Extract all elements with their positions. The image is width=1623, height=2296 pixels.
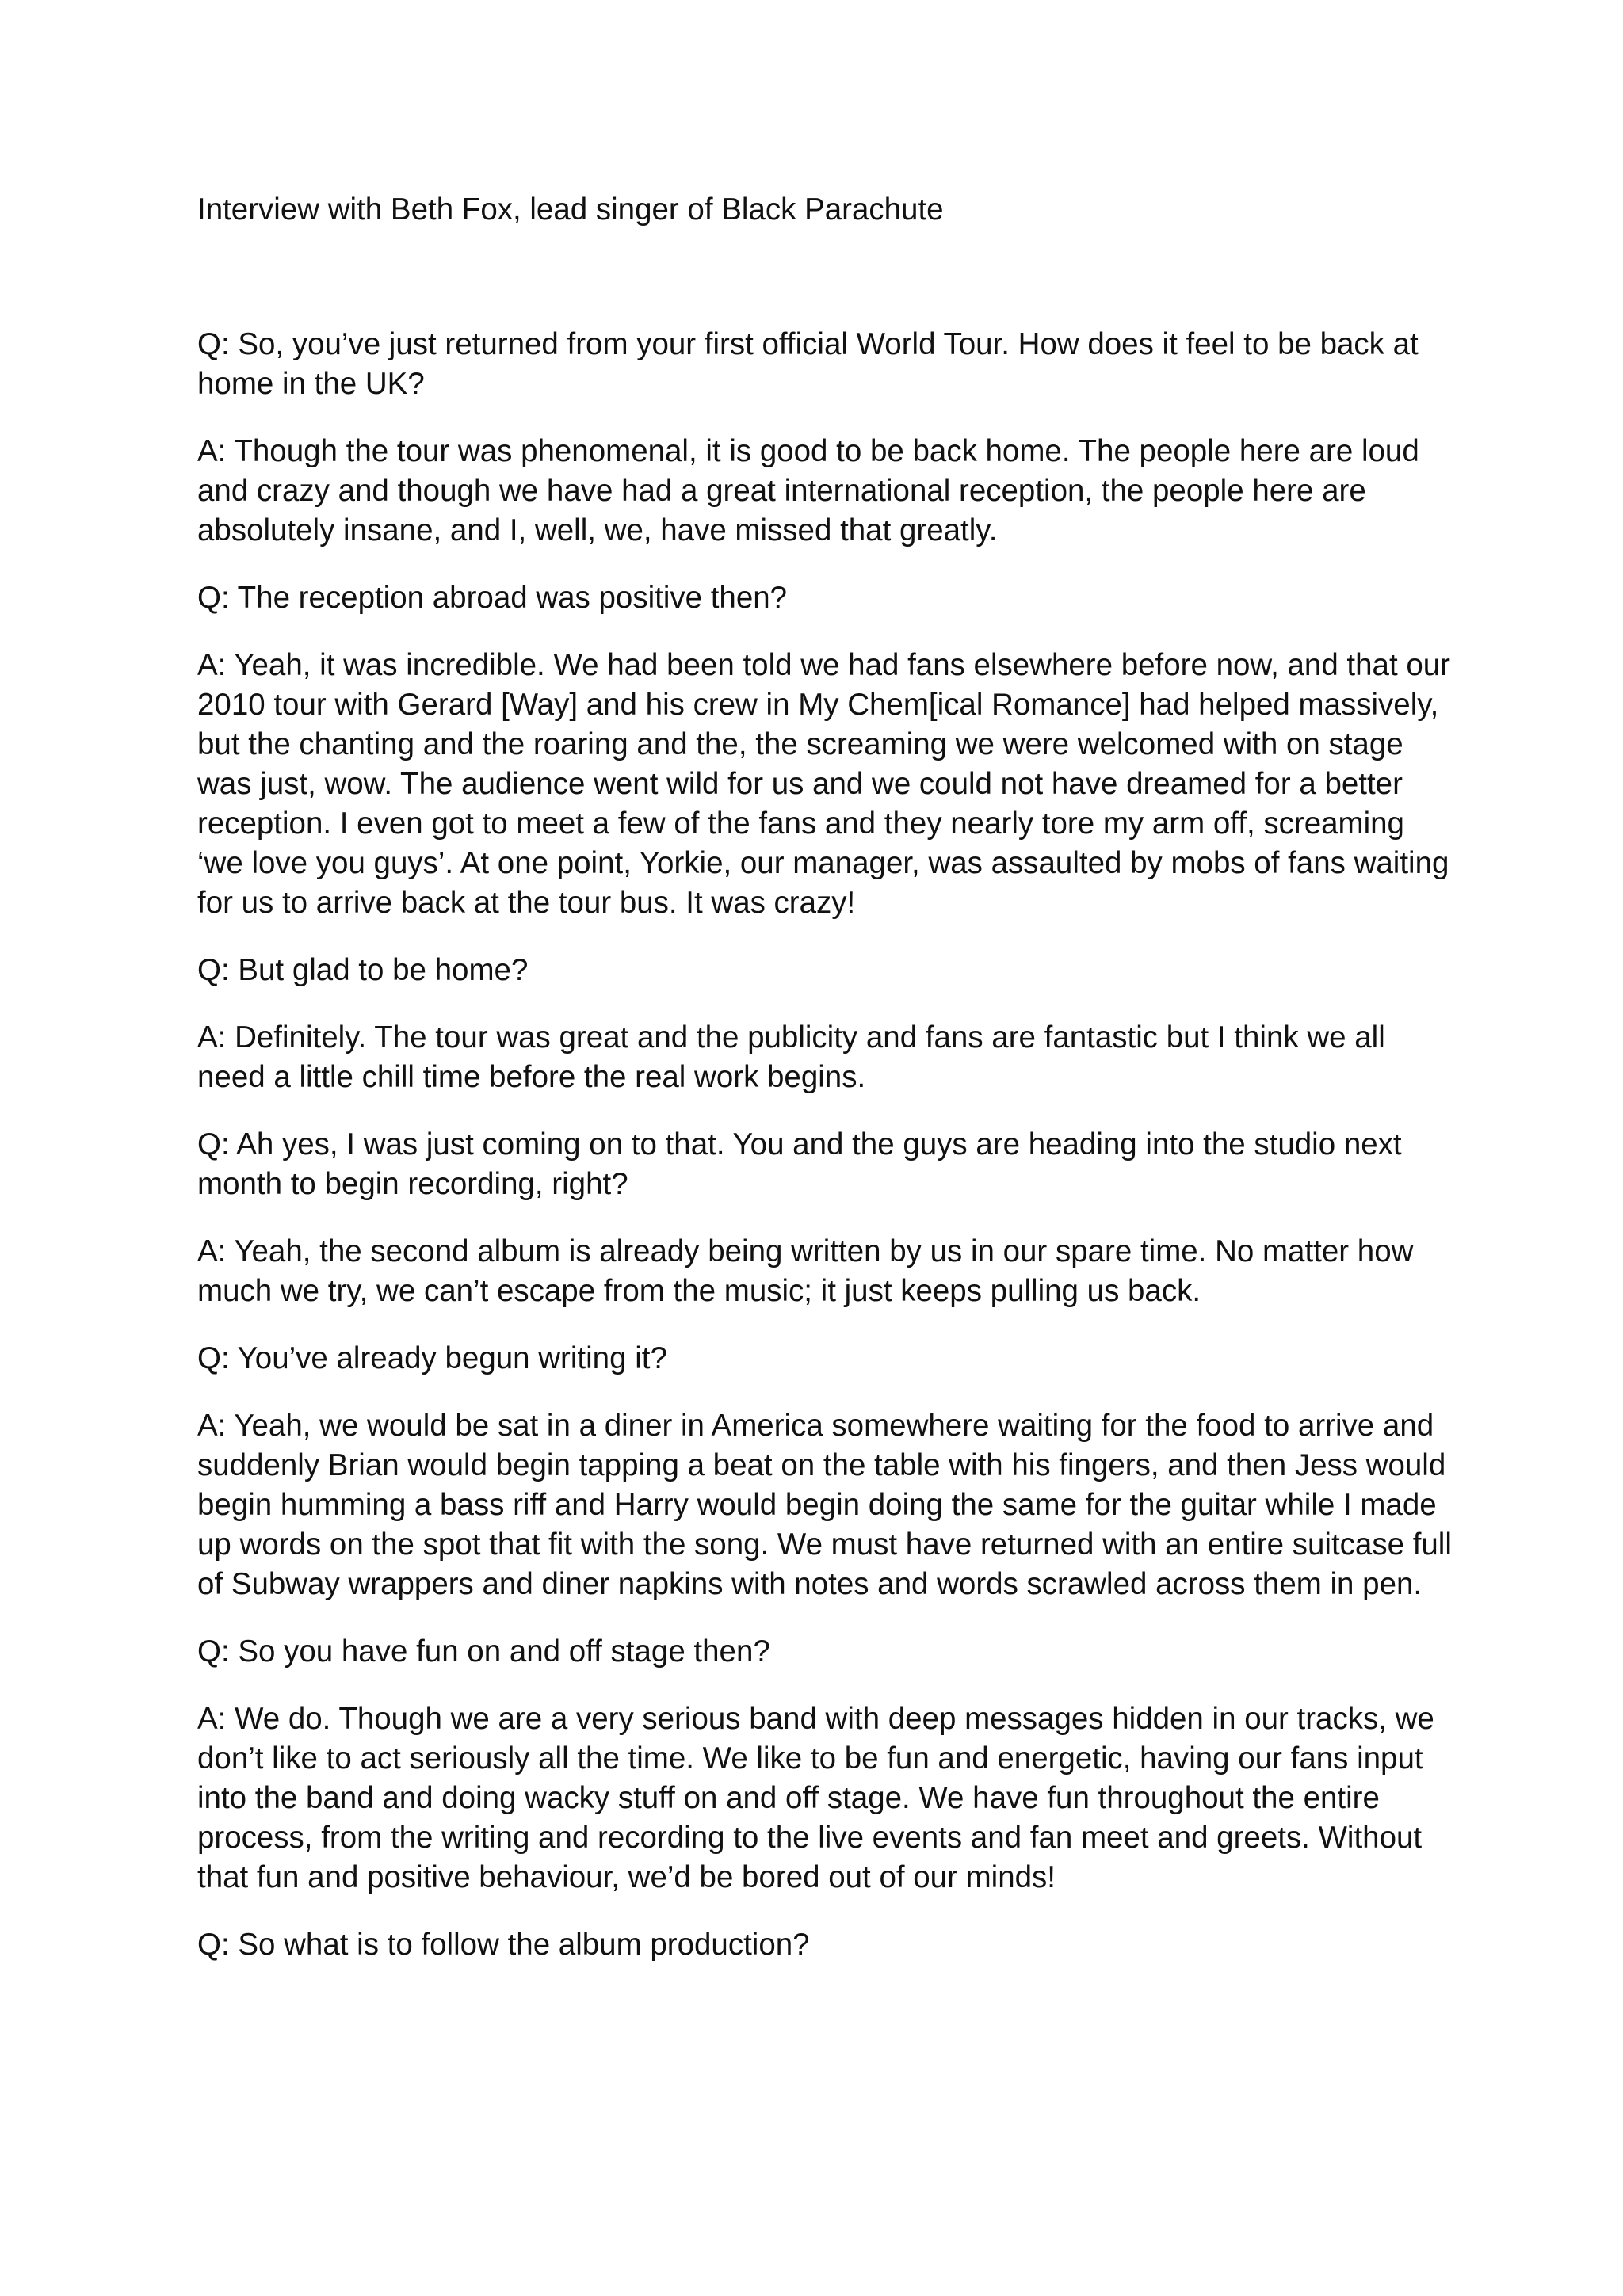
- answer-paragraph: A: Yeah, it was incredible. We had been told we had fans elsewhere before now, and that our 2010 tour with Gerard [Way] and his crew in My Chem[ical Romance] had helped massively, but the chanting and the roaring and the, the screaming we were welcomed with on stage was just, wow. The audience went wild for us and we could not have dreamed for a better reception. I even got to meet a few of the fans and they nearly tore my arm off, screaming ‘we love you guys’. At one point, Yorkie, our manager, was assaulted by mobs of fans waiting for us to arrive back at the tour bus. It was crazy!: [197, 648, 1450, 920]
- question-paragraph: Q: But glad to be home?: [197, 953, 529, 987]
- document-title: Interview with Beth Fox, lead singer of Black Parachute: [197, 193, 944, 227]
- question-paragraph: Q: So you have fun on and off stage then?: [197, 1634, 770, 1669]
- question-paragraph: Q: So what is to follow the album production?: [197, 1928, 810, 1962]
- answer-paragraph: A: Though the tour was phenomenal, it is good to be back home. The people here are loud and crazy and though we have had a great international reception, the people here are absolutely insane, and I, well, we, have missed that greatly.: [197, 434, 1419, 547]
- answer-paragraph: A: Yeah, we would be sat in a diner in America somewhere waiting for the food to arrive and suddenly Brian would begin tapping a beat on the table with his fingers, and then Jess would begin humming a bass riff and Harry would begin doing the same for the guitar while I made up words on the spot that fit with the song. We must have returned with an entire suitcase full of Subway wrappers and diner napkins with notes and words scrawled across them in pen.: [197, 1409, 1452, 1601]
- question-paragraph: Q: Ah yes, I was just coming on to that. You and the guys are heading into the studio next month to begin recording, right?: [197, 1127, 1402, 1201]
- answer-paragraph: A: Definitely. The tour was great and the publicity and fans are fantastic but I think we all need a little chill time before the real work begins.: [197, 1020, 1385, 1094]
- question-paragraph: Q: You’ve already begun writing it?: [197, 1341, 667, 1375]
- question-paragraph: Q: So, you’ve just returned from your first official World Tour. How does it feel to be back at home in the UK?: [197, 327, 1419, 401]
- question-paragraph: Q: The reception abroad was positive then?: [197, 581, 788, 615]
- document-body: [197, 190, 1457, 1993]
- answer-paragraph: A: We do. Though we are a very serious band with deep messages hidden in our tracks, we don’t like to act seriously all the time. We like to be fun and energetic, having our fans input into the band and doing wacky stuff on and off stage. We have fun throughout the entire process, from the writing and recording to the live events and fan meet and greets. Without that fun and positive behaviour, we’d be bored out of our minds!: [197, 1702, 1434, 1894]
- answer-paragraph: A: Yeah, the second album is already being written by us in our spare time. No matter how much we try, we can’t escape from the music; it just keeps pulling us back.: [197, 1234, 1414, 1308]
